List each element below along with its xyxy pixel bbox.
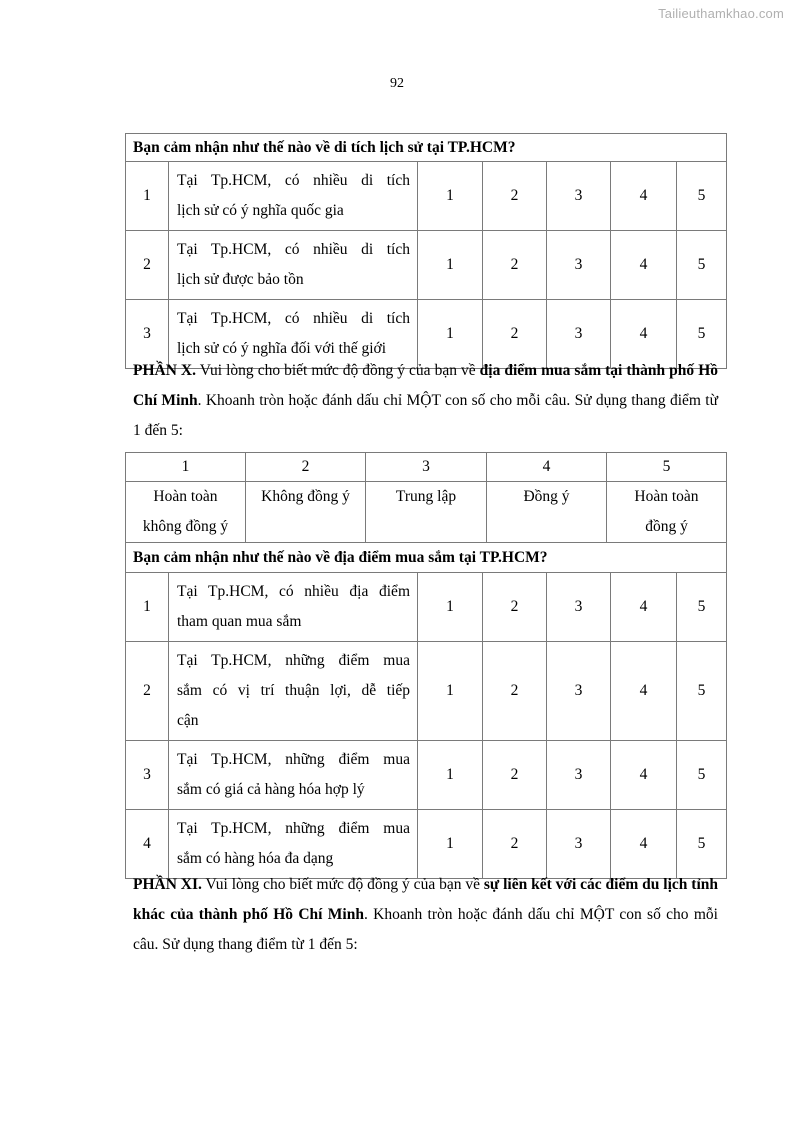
item-number: 3	[126, 300, 169, 369]
scale-number: 5	[607, 453, 727, 482]
score-option-1[interactable]: 1	[418, 162, 483, 231]
item-statement: Tại Tp.HCM, có nhiều di tích lịch sử có ý nghĩa quốc gia	[169, 162, 418, 231]
scale-numbers-row	[126, 453, 727, 482]
scale-number: 2	[246, 453, 366, 482]
item-number: 1	[126, 573, 169, 642]
item-number: 4	[126, 810, 169, 879]
score-option-5[interactable]: 5	[677, 642, 727, 741]
score-option-3[interactable]: 3	[547, 810, 611, 879]
score-option-4[interactable]: 4	[611, 642, 677, 741]
item-statement: Tại Tp.HCM, có nhiều di tích lịch sử được bảo tồn	[169, 231, 418, 300]
scale-number: 4	[487, 453, 607, 482]
item-number: 2	[126, 231, 169, 300]
score-option-2[interactable]: 2	[483, 741, 547, 810]
score-option-4[interactable]: 4	[611, 162, 677, 231]
scale-label-strongly-agree: Hoàn toàn đồng ý	[607, 482, 727, 543]
score-option-4[interactable]: 4	[611, 573, 677, 642]
rating-scale-legend	[125, 452, 727, 543]
scale-number: 1	[126, 453, 246, 482]
score-option-3[interactable]: 3	[547, 573, 611, 642]
score-option-5[interactable]: 5	[677, 810, 727, 879]
score-option-1[interactable]: 1	[418, 573, 483, 642]
section-x-label: PHẦN X.	[133, 362, 197, 379]
score-option-3[interactable]: 3	[547, 162, 611, 231]
item-number: 1	[126, 162, 169, 231]
score-option-2[interactable]: 2	[483, 231, 547, 300]
page-number: 92	[390, 76, 404, 91]
section-xi-label: PHẦN XI.	[133, 876, 202, 893]
table-row	[126, 810, 727, 879]
score-option-5[interactable]: 5	[677, 162, 727, 231]
section-x-instructions: PHẦN X. Vui lòng cho biết mức độ đồng ý của bạn về địa điểm mua sắm tại thành phố Hồ Chí Minh. Khoanh tròn hoặc đánh dấu chỉ MỘT con số cho mỗi câu. Sử dụng thang điểm từ 1 đến 5:	[133, 362, 718, 439]
score-option-4[interactable]: 4	[611, 810, 677, 879]
scale-labels-row	[126, 482, 727, 543]
score-option-3[interactable]: 3	[547, 300, 611, 369]
watermark: Tailieuthamkhao.com	[658, 6, 784, 21]
score-option-4[interactable]: 4	[611, 741, 677, 810]
score-option-1[interactable]: 1	[418, 231, 483, 300]
score-option-3[interactable]: 3	[547, 231, 611, 300]
score-option-4[interactable]: 4	[611, 300, 677, 369]
item-statement: Tại Tp.HCM, những điểm mua sắm có giá cả hàng hóa hợp lý	[169, 741, 418, 810]
table-row	[126, 231, 727, 300]
score-option-5[interactable]: 5	[677, 741, 727, 810]
scale-label-strongly-disagree: Hoàn toàn không đồng ý	[126, 482, 246, 543]
score-option-5[interactable]: 5	[677, 573, 727, 642]
item-statement: Tại Tp.HCM, có nhiều di tích lịch sử có ý nghĩa đối với thế giới	[169, 300, 418, 369]
question-header: Bạn cảm nhận như thế nào về di tích lịch sử tại TP.HCM?	[126, 134, 727, 162]
item-number: 2	[126, 642, 169, 741]
score-option-2[interactable]: 2	[483, 642, 547, 741]
question-header-row	[126, 134, 727, 162]
score-option-2[interactable]: 2	[483, 810, 547, 879]
scale-label-neutral: Trung lập	[366, 482, 487, 543]
score-option-5[interactable]: 5	[677, 231, 727, 300]
table-row	[126, 642, 727, 741]
score-option-5[interactable]: 5	[677, 300, 727, 369]
section-xi-instructions: PHẦN XI. Vui lòng cho biết mức độ đồng ý của bạn về sự liên kết với các điểm du lịch tỉnh khác của thành phố Hồ Chí Minh. Khoanh tròn hoặc đánh dấu chỉ MỘT con số cho mỗi câu. Sử dụng thang điểm từ 1 đến 5:	[133, 876, 719, 953]
table-row	[126, 573, 727, 642]
score-option-3[interactable]: 3	[547, 741, 611, 810]
score-option-3[interactable]: 3	[547, 642, 611, 741]
shopping-places-table	[125, 542, 727, 879]
score-option-1[interactable]: 1	[418, 642, 483, 741]
question-header: Bạn cảm nhận như thế nào về địa điểm mua sắm tại TP.HCM?	[126, 543, 727, 573]
section-x-topic: địa điểm mua sắm tại thành phố Hồ Chí Minh	[133, 362, 718, 409]
score-option-1[interactable]: 1	[418, 810, 483, 879]
scale-number: 3	[366, 453, 487, 482]
item-number: 3	[126, 741, 169, 810]
item-statement: Tại Tp.HCM, có nhiều địa điểm tham quan mua sắm	[169, 573, 418, 642]
table-row	[126, 741, 727, 810]
scale-label-disagree: Không đồng ý	[246, 482, 366, 543]
table-row	[126, 162, 727, 231]
item-statement: Tại Tp.HCM, những điểm mua sắm có hàng hóa đa dạng	[169, 810, 418, 879]
score-option-1[interactable]: 1	[418, 300, 483, 369]
score-option-2[interactable]: 2	[483, 300, 547, 369]
score-option-1[interactable]: 1	[418, 741, 483, 810]
question-header-row	[126, 543, 727, 573]
score-option-2[interactable]: 2	[483, 573, 547, 642]
item-statement: Tại Tp.HCM, những điểm mua sắm có vị trí thuận lợi, dễ tiếp cận	[169, 642, 418, 741]
score-option-4[interactable]: 4	[611, 231, 677, 300]
historical-sites-table	[125, 133, 727, 369]
score-option-2[interactable]: 2	[483, 162, 547, 231]
scale-label-agree: Đồng ý	[487, 482, 607, 543]
section-xi-topic: sự liên kết với các điểm du lịch tỉnh khác của thành phố Hồ Chí Minh	[133, 876, 719, 923]
